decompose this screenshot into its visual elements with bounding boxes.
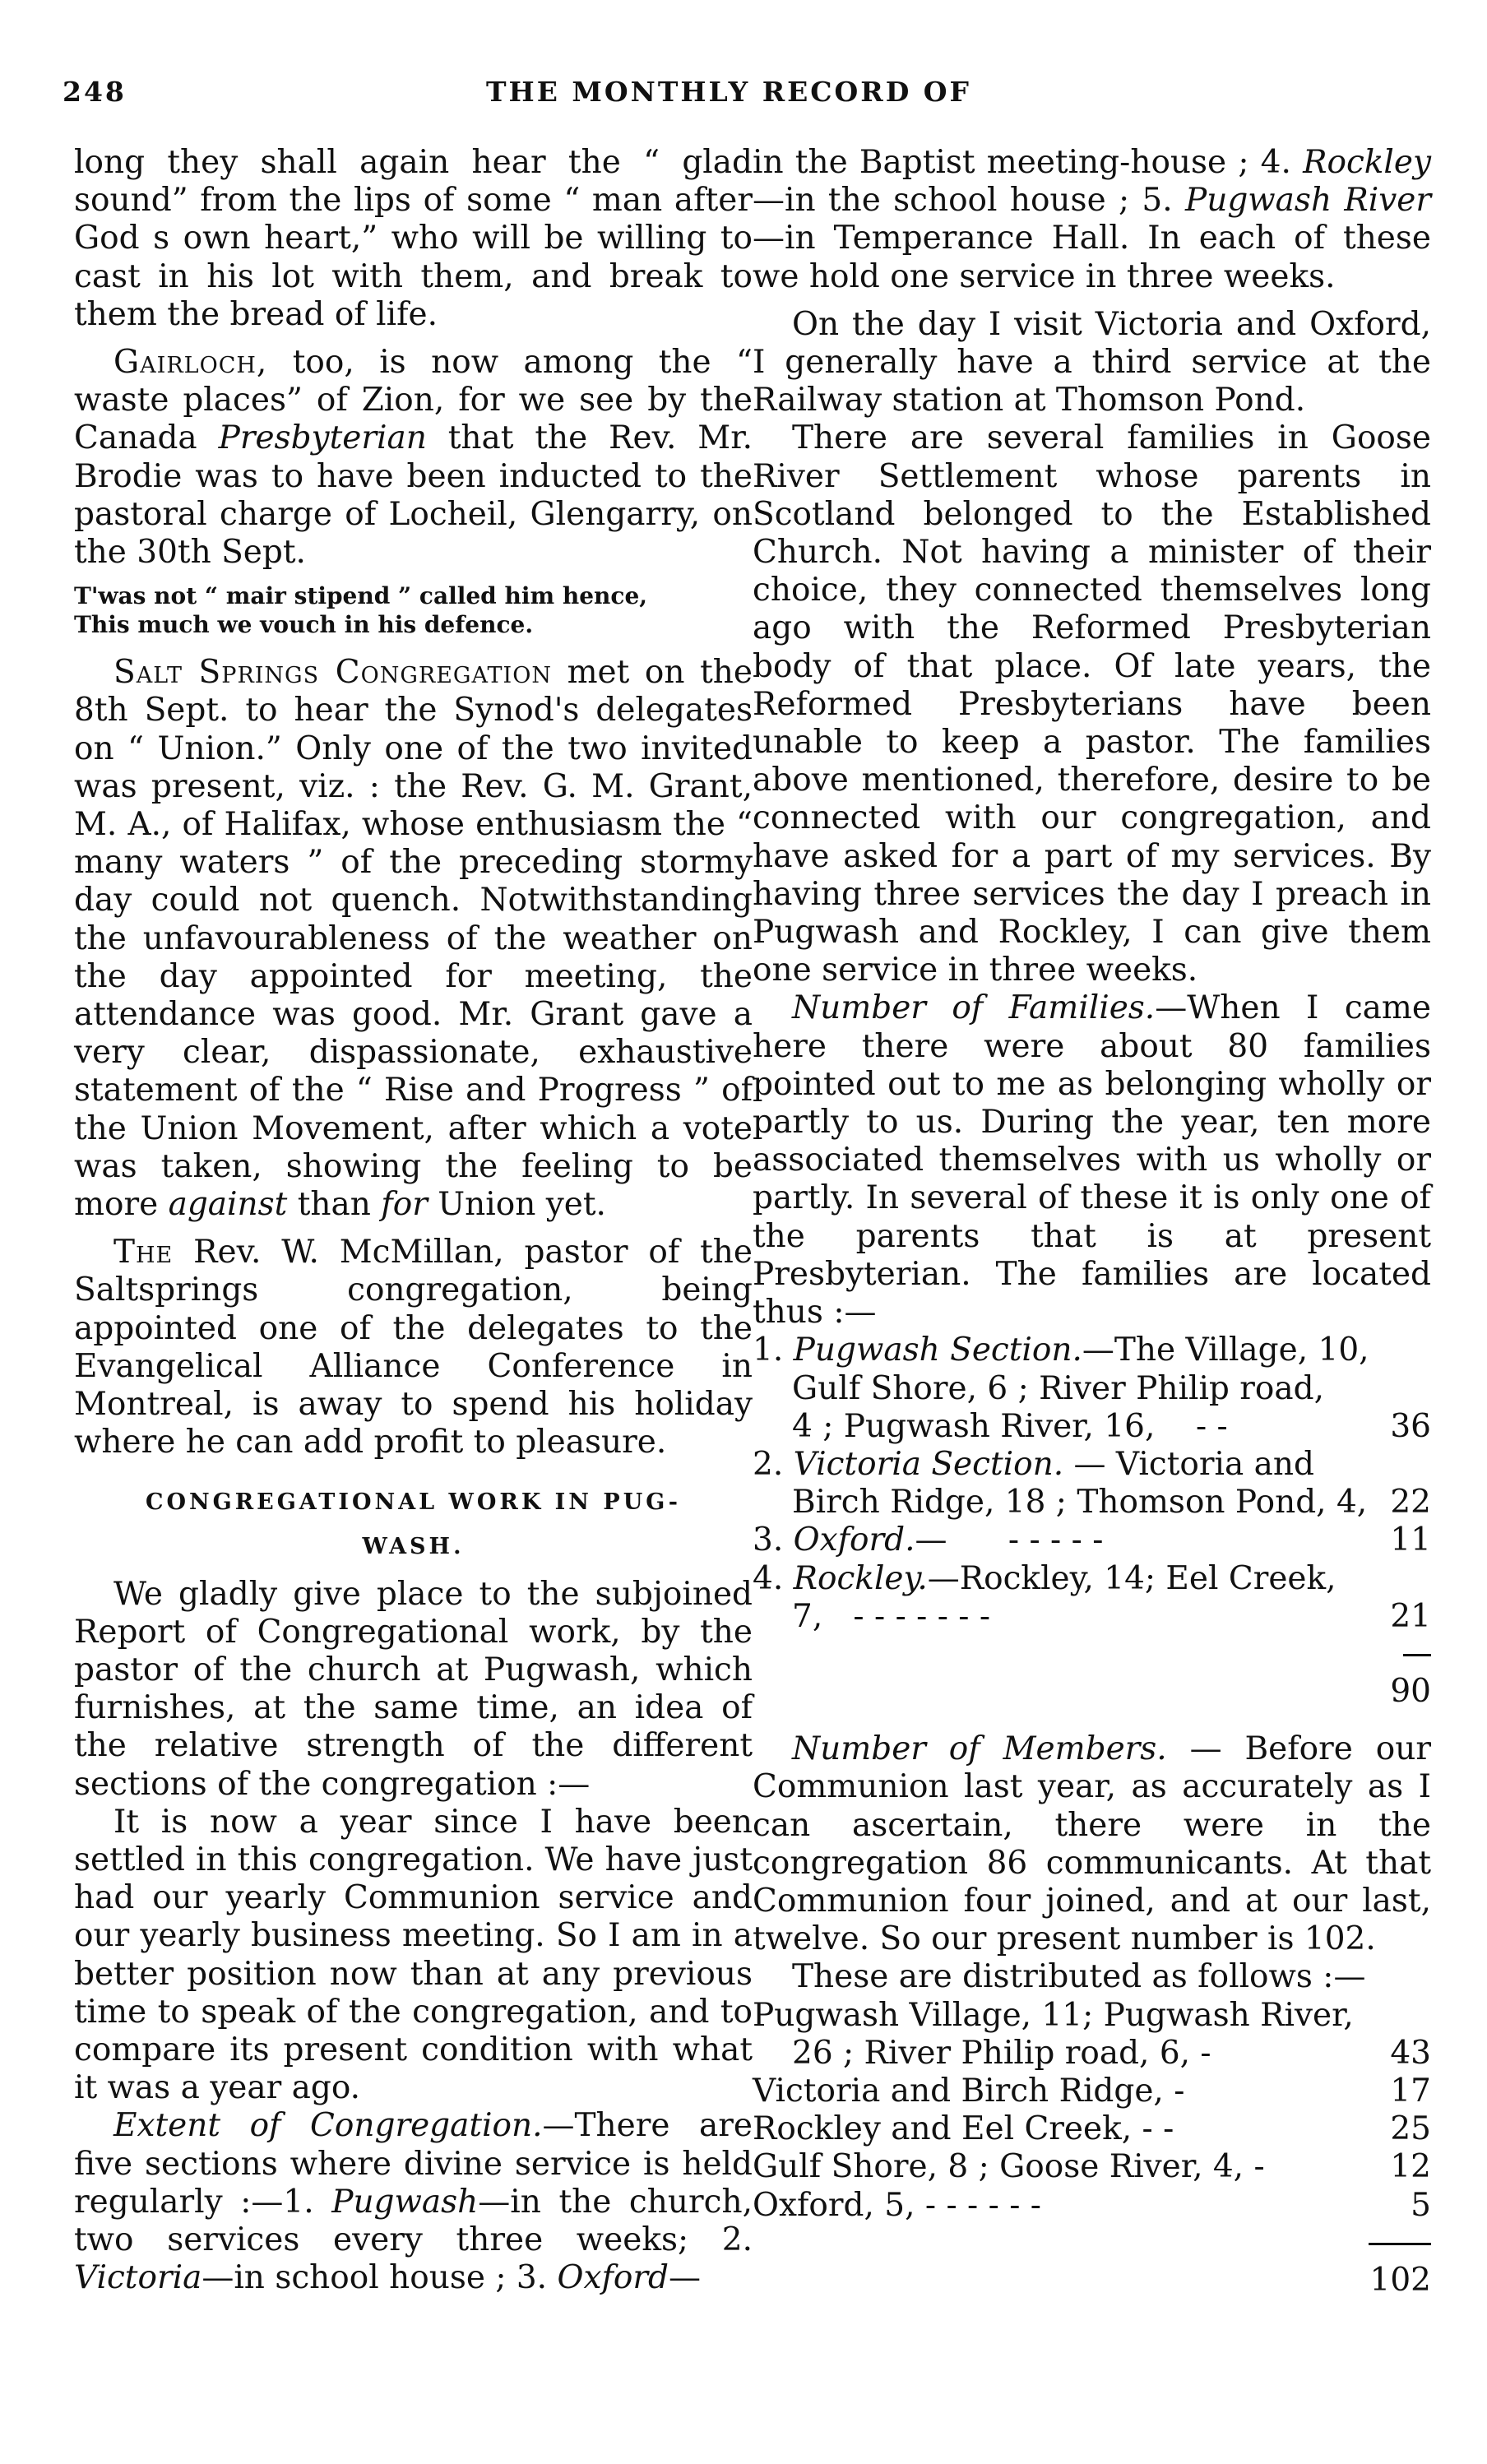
- distribution-value: 12: [1390, 2148, 1431, 2186]
- salt-springs-italic-1: against: [168, 1186, 288, 1224]
- extent-italic: Extent of Congregation.: [113, 2107, 543, 2145]
- extent-text-1: —There are five sections where divine service is held regularly :—1.: [74, 2107, 753, 2221]
- section-num: 3.: [753, 1521, 784, 1559]
- paragraph-year: It is now a year since I have been settled in this congregation. We have just had our yearly Communion service and our yearly business meeting. So I am in a better position now than at any previous time to speak of the congregation, and to compare its present condition with what it was a year ago.: [74, 1803, 753, 2107]
- section-dots: - - - - -: [1008, 1521, 1104, 1559]
- distribution-value: 5: [1411, 2186, 1431, 2224]
- section-name: Victoria Section.: [793, 1445, 1064, 1483]
- section-name: Rockley.: [793, 1559, 928, 1597]
- gairloch-italic: Presbyterian: [218, 419, 427, 457]
- paragraph-victoria: On the day I visit Victoria and Oxford, I generally have a third service at the Railway station at Thomson Pond.: [753, 305, 1431, 419]
- lead-salt-springs: Salt Springs Congregation: [113, 654, 552, 692]
- section-num: 2.: [753, 1445, 784, 1483]
- section-num: 4.: [753, 1559, 784, 1597]
- extent-cont-text-3: —in Temperance Hall. In each of these we hold one service in three weeks.: [753, 220, 1431, 295]
- paragraph-mcmillan: [74, 1234, 753, 1461]
- distribution-label: Rockley and Eel Creek, - -: [753, 2110, 1174, 2148]
- paragraph-intro: We gladly give place to the subjoined Report of Congregational work, by the pastor of the church at Pugwash, which furnishes, at the same time, an idea of the relative strength of the different sections of the congregation :—: [74, 1575, 753, 1803]
- section-value: 22: [1390, 1484, 1431, 1521]
- paragraph-continuation: long they shall again hear the “ glad sound” from the lips of some “ man after God s own heart,” who will be willing to cast in his lot with them, and break to them the bread of life.: [74, 144, 753, 333]
- salt-springs-italic-2: for: [381, 1186, 428, 1224]
- members-total: 102: [1369, 2261, 1431, 2299]
- families-italic: Number of Families.: [792, 989, 1156, 1027]
- verse: [74, 581, 753, 639]
- section-line-2-text: 7,: [792, 1597, 823, 1635]
- paragraph-salt-springs: [74, 654, 753, 1224]
- gairloch-text-1: too, is now among the “ waste places” of Zion, for we see by the Canada: [74, 344, 753, 457]
- section-line-2: [753, 1484, 1431, 1521]
- paragraph-distributed: These are distributed as follows :—: [792, 1958, 1366, 1996]
- extent-text-3: —in school house ; 3.: [202, 2259, 558, 2297]
- section-item-pugwash: [753, 1332, 1431, 1446]
- distribution-row: [753, 2035, 1431, 2073]
- families-text: —When I came here there were about 80 families pointed out to me as belonging wholly or partly to us. During the year, ten more associated themselves with us wholly or partly. In several of these it is only one of the parents that is at present Presbyterian. The families are located thus :—: [753, 989, 1431, 1332]
- sections-list: [753, 1332, 1431, 1636]
- heading-line-1: CONGREGATIONAL WORK IN PUG-: [145, 1489, 682, 1515]
- extent-text-4: —: [668, 2259, 701, 2297]
- section-item-oxford: [753, 1521, 1431, 1559]
- distribution-row: [753, 2187, 1431, 2225]
- extent-cont-rockley: Rockley: [1303, 144, 1431, 181]
- section-line-1: —: [915, 1521, 947, 1559]
- section-line-1: —Rockley, 14; Eel Creek,: [927, 1559, 1336, 1597]
- paragraph-families: [753, 989, 1431, 1332]
- extent-cont-text-2: —in the school house ; 5.: [753, 182, 1185, 220]
- verse-line-2: This much we vouch in his defence.: [74, 611, 534, 639]
- distribution-row: [753, 2110, 1431, 2148]
- mcmillan-text: Rev. W. McMillan, pastor of the Saltsprings congregation, being appointed one of the delegates to the Evangelical Alliance Conference in Montreal, is away to spend his holiday where he can add profit to pleasure.: [74, 1234, 753, 1461]
- section-num: 1.: [753, 1332, 784, 1369]
- section-item-victoria: [753, 1446, 1431, 1521]
- extent-text-2: —in the church, two services every three weeks; 2.: [74, 2183, 753, 2258]
- distribution-row: [753, 2148, 1431, 2186]
- distribution-value: 25: [1390, 2110, 1431, 2148]
- salt-springs-text-2: than: [287, 1186, 382, 1224]
- section-line-3: [753, 1408, 1431, 1446]
- running-title: THE MONTHLY RECORD OF: [486, 76, 971, 108]
- distribution-row: [753, 2073, 1431, 2110]
- section-name: Pugwash Section.: [793, 1332, 1082, 1369]
- lead-gairloch: Gairloch,: [113, 344, 268, 382]
- section-name: Oxford.: [793, 1521, 915, 1559]
- distribution-value: 43: [1390, 2034, 1431, 2072]
- section-dots: - -: [1195, 1407, 1228, 1445]
- section-value: 36: [1390, 1407, 1431, 1445]
- extent-pugwash: Pugwash: [331, 2183, 479, 2221]
- section-line-3-text: 4 ; Pugwash River, 16,: [792, 1407, 1156, 1445]
- gairloch-text-2: that the Rev. Mr. Brodie was to have been inducted to the pastoral charge of Locheil, Glengarry, on the 30th Sept.: [74, 419, 753, 572]
- distribution-row: Pugwash Village, 11; Pugwash River,: [753, 1996, 1354, 2034]
- section-line-2-text: Birch Ridge, 18 ; Thomson Pond, 4,: [792, 1484, 1368, 1521]
- members-rule: [753, 2225, 1431, 2262]
- section-line-2: Gulf Shore, 6 ; River Philip road,: [792, 1369, 1325, 1407]
- distribution-label: Oxford, 5, - - - - - -: [753, 2186, 1041, 2224]
- extent-cont-text-1: in the Baptist meeting-house ; 4.: [753, 144, 1304, 181]
- salt-springs-text-3: Union yet.: [427, 1186, 606, 1224]
- members-text: — Before our Communion last year, as accurately as I can ascertain, there were in the congregation 86 communicants. At that Communion four joined, and at our last, twelve. So our present number is 102.: [753, 1730, 1431, 1958]
- paragraph-members: [753, 1730, 1431, 1958]
- page-header: [63, 76, 1395, 117]
- section-value: 21: [1390, 1597, 1431, 1635]
- extent-cont-pugwash-river: Pugwash River: [1184, 182, 1431, 220]
- section-line-1: — Victoria and: [1063, 1445, 1314, 1483]
- section-line-2: [753, 1598, 1431, 1636]
- lead-mcmillan: The: [113, 1234, 174, 1271]
- paragraph-extent: [74, 2107, 753, 2297]
- heading-line-2: WASH.: [362, 1533, 465, 1559]
- families-total: 90: [1390, 1672, 1431, 1710]
- distribution-label: Gulf Shore, 8 ; Goose River, 4, -: [753, 2148, 1265, 2186]
- salt-springs-text-1: met on the 8th Sept. to hear the Synod's delegates on “ Union.” Only one of the two invited was present, viz. : the Rev. G. M. Grant, M. A., of Halifax, whose enthusiasm the “ many waters ” of the preceding stormy day could not quench. Notwithstanding the unfavourableness of the weather on the day appointed for meeting, the attendance was good. Mr. Grant gave a very clear, dispassionate, exhaustive statement of the “ Rise and Progress ” of the Union Movement, after which a vote was taken, showing the feeling to be more: [74, 654, 753, 1224]
- left-column: [74, 144, 753, 2297]
- extent-oxford: Oxford: [557, 2259, 669, 2297]
- section-item-rockley: [753, 1560, 1431, 1636]
- right-column: [753, 144, 1431, 2300]
- distribution-list: [753, 1997, 1431, 2225]
- page-number: 248: [63, 76, 127, 108]
- families-rule: [753, 1636, 1431, 1673]
- paragraph-extent-cont: [753, 144, 1431, 296]
- paragraph-goose-river: There are several families in Goose River Settlement whose parents in Scotland belonged to the Established Church. Not having a minister of their choice, they connected themselves long ago with the Reformed Presbyterian body of that place. Of late years, the Reformed Presbyterians have been unable to keep a pastor. The families above mentioned, therefore, desire to be connected with our congregation, and have asked for a part of my services. By having three services the day I preach in Pugwash and Rockley, I can give them one service in three weeks.: [753, 419, 1431, 989]
- distribution-label: 26 ; River Philip road, 6, -: [792, 2034, 1211, 2072]
- paragraph-gairloch: [74, 344, 753, 572]
- verse-line-1: T'was not “ mair stipend ” called him hence,: [74, 582, 648, 610]
- members-italic: Number of Members.: [792, 1730, 1167, 1768]
- distribution-value: 17: [1390, 2072, 1431, 2110]
- section-heading: [74, 1480, 753, 1569]
- section-dots: - - - - - - -: [853, 1597, 991, 1635]
- distribution-label: Victoria and Birch Ridge, -: [753, 2072, 1185, 2110]
- extent-victoria: Victoria: [74, 2259, 202, 2297]
- section-value: 11: [1390, 1521, 1431, 1559]
- section-line-1: —The Village, 10,: [1082, 1332, 1369, 1369]
